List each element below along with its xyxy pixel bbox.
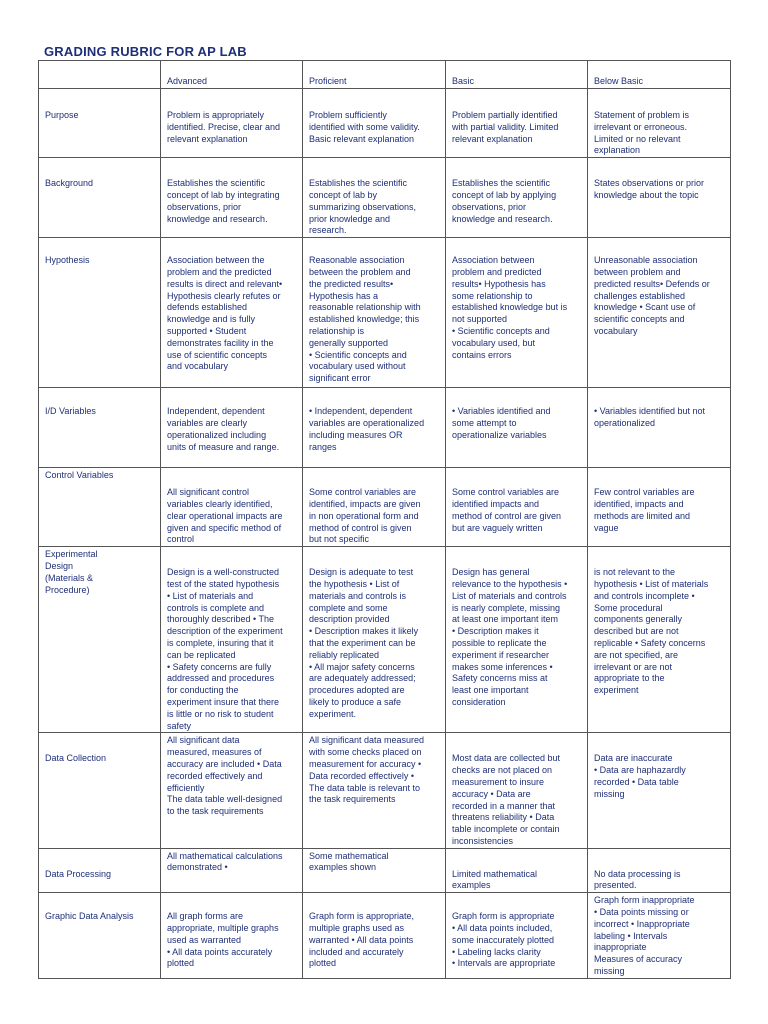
cell-advanced: Problem is appropriately identified. Precise, clear and relevant explanation: [161, 89, 303, 158]
criterion-experimental-design: Experimental Design (Materials & Procedure): [39, 547, 161, 733]
table-row: [39, 468, 731, 547]
cell-proficient: Problem sufficiently identified with some validity. Basic relevant explanation: [303, 89, 446, 158]
cell-basic: Association between problem and predicted results• Hypothesis has some relationship to established knowledge but is not supported • Scientific concepts and vocabulary used, but contains errors: [446, 238, 588, 388]
header-proficient: Proficient: [303, 61, 446, 89]
table-row: [39, 89, 731, 158]
criterion-graphic-data-analysis: Graphic Data Analysis: [39, 893, 161, 979]
cell-advanced: All graph forms are appropriate, multiple graphs used as warranted • All data points accurately plotted: [161, 893, 303, 979]
cell-basic: • Variables identified and some attempt to operationalize variables: [446, 388, 588, 468]
criterion-background: Background: [39, 158, 161, 238]
cell-basic: Graph form is appropriate • All data points included, some inaccurately plotted • Labeling lacks clarity • Intervals are appropriate: [446, 893, 588, 979]
cell-advanced: All significant control variables clearly identified, clear operational impacts are given and specific method of control: [161, 468, 303, 547]
cell-proficient: Reasonable association between the problem and the predicted results• Hypothesis has a reasonable relationship with established knowledge; this relationship is generally supported • Scientific concepts and vocabulary used without significant error: [303, 238, 446, 388]
cell-below-basic: Data are inaccurate • Data are haphazardly recorded • Data table missing: [588, 733, 731, 848]
cell-proficient: Graph form is appropriate, multiple graphs used as warranted • All data points included and accurately plotted: [303, 893, 446, 979]
header-below-basic: Below Basic: [588, 61, 731, 89]
cell-proficient: Design is adequate to test the hypothesis • List of materials and controls is complete and some description provided • Description makes it likely that the experiment can be reliably replicated • All major safety concerns are adequately addressed; procedures adopted are likely to produce a safe experiment.: [303, 547, 446, 733]
table-row: [39, 388, 731, 468]
table-row: [39, 547, 731, 733]
criterion-id-variables: I/D Variables: [39, 388, 161, 468]
cell-advanced: Association between the problem and the predicted results is direct and relevant• Hypothesis clearly refutes or defends established knowledge and is fully supported • Student demonstrates facility in the use of scientific concepts and vocabulary: [161, 238, 303, 388]
cell-proficient: Establishes the scientific concept of lab by summarizing observations, prior knowledge and research.: [303, 158, 446, 238]
header-cell-empty: [39, 61, 161, 89]
page-title: GRADING RUBRIC FOR AP LAB: [44, 44, 247, 59]
cell-below-basic: Unreasonable association between problem and predicted results• Defends or challenges established knowledge • Scant use of scientific concepts and vocabulary: [588, 238, 731, 388]
cell-basic: Problem partially identified with partial validity. Limited relevant explanation: [446, 89, 588, 158]
header-basic: Basic: [446, 61, 588, 89]
cell-proficient: Some mathematical examples shown: [303, 848, 446, 893]
criterion-data-collection: Data Collection: [39, 733, 161, 848]
cell-basic: Design has general relevance to the hypothesis • List of materials and controls is nearly complete, missing at least one important item • Description makes it possible to replicate the experiment if researcher makes some inferences • Safety concerns miss at least one important consideration: [446, 547, 588, 733]
cell-advanced: All mathematical calculations demonstrated •: [161, 848, 303, 893]
table-row: [39, 848, 731, 893]
cell-advanced: Design is a well-constructed test of the stated hypothesis • List of materials and controls is complete and thoroughly described • The description of the experiment is complete, insuring that it can be replicated • Safety concerns are fully addressed and procedures for conducting the experiment insure that there is little or no risk to student safety: [161, 547, 303, 733]
table-row: [39, 158, 731, 238]
cell-advanced: Establishes the scientific concept of lab by integrating observations, prior knowledge and research.: [161, 158, 303, 238]
cell-basic: Establishes the scientific concept of lab by applying observations, prior knowledge and research.: [446, 158, 588, 238]
cell-basic: Limited mathematical examples: [446, 848, 588, 893]
table-row: [39, 733, 731, 848]
cell-proficient: • Independent, dependent variables are operationalized including measures OR ranges: [303, 388, 446, 468]
criterion-data-processing: Data Processing: [39, 848, 161, 893]
cell-basic: Some control variables are identified impacts and method of control are given but are vaguely written: [446, 468, 588, 547]
cell-below-basic: Few control variables are identified, impacts and methods are limited and vague: [588, 468, 731, 547]
cell-proficient: All significant data measured with some checks placed on measurement for accuracy • Data recorded effectively • The data table is relevant to the task requirements: [303, 733, 446, 848]
cell-below-basic: is not relevant to the hypothesis • List of materials and controls incomplete • Some procedural components generally described but are not replicable • Safety concerns are not specified, are irrelevant or are not appropriate to the experiment: [588, 547, 731, 733]
cell-below-basic: No data processing is presented.: [588, 848, 731, 893]
header-row: [39, 61, 731, 89]
table-row: [39, 893, 731, 979]
cell-below-basic: States observations or prior knowledge about the topic: [588, 158, 731, 238]
header-advanced: Advanced: [161, 61, 303, 89]
table-row: [39, 238, 731, 388]
cell-below-basic: Statement of problem is irrelevant or erroneous. Limited or no relevant explanation: [588, 89, 731, 158]
cell-advanced: All significant data measured, measures of accuracy are included • Data recorded effectively and efficiently The data table well-designed to the task requirements: [161, 733, 303, 848]
cell-proficient: Some control variables are identified, impacts are given in non operational form and method of control is given but not specific: [303, 468, 446, 547]
cell-advanced: Independent, dependent variables are clearly operationalized including units of measure and range.: [161, 388, 303, 468]
cell-below-basic: • Variables identified but not operationalized: [588, 388, 731, 468]
criterion-purpose: Purpose: [39, 89, 161, 158]
criterion-control-variables: Control Variables: [39, 468, 161, 547]
criterion-hypothesis: Hypothesis: [39, 238, 161, 388]
cell-below-basic: Graph form inappropriate • Data points missing or incorrect • Inappropriate labeling • Intervals inappropriate Measures of accuracy missing: [588, 893, 731, 979]
cell-basic: Most data are collected but checks are not placed on measurement to insure accuracy • Data are recorded in a manner that threatens reliability • Data table incomplete or contain inconsistencies: [446, 733, 588, 848]
rubric-table: [38, 60, 731, 979]
